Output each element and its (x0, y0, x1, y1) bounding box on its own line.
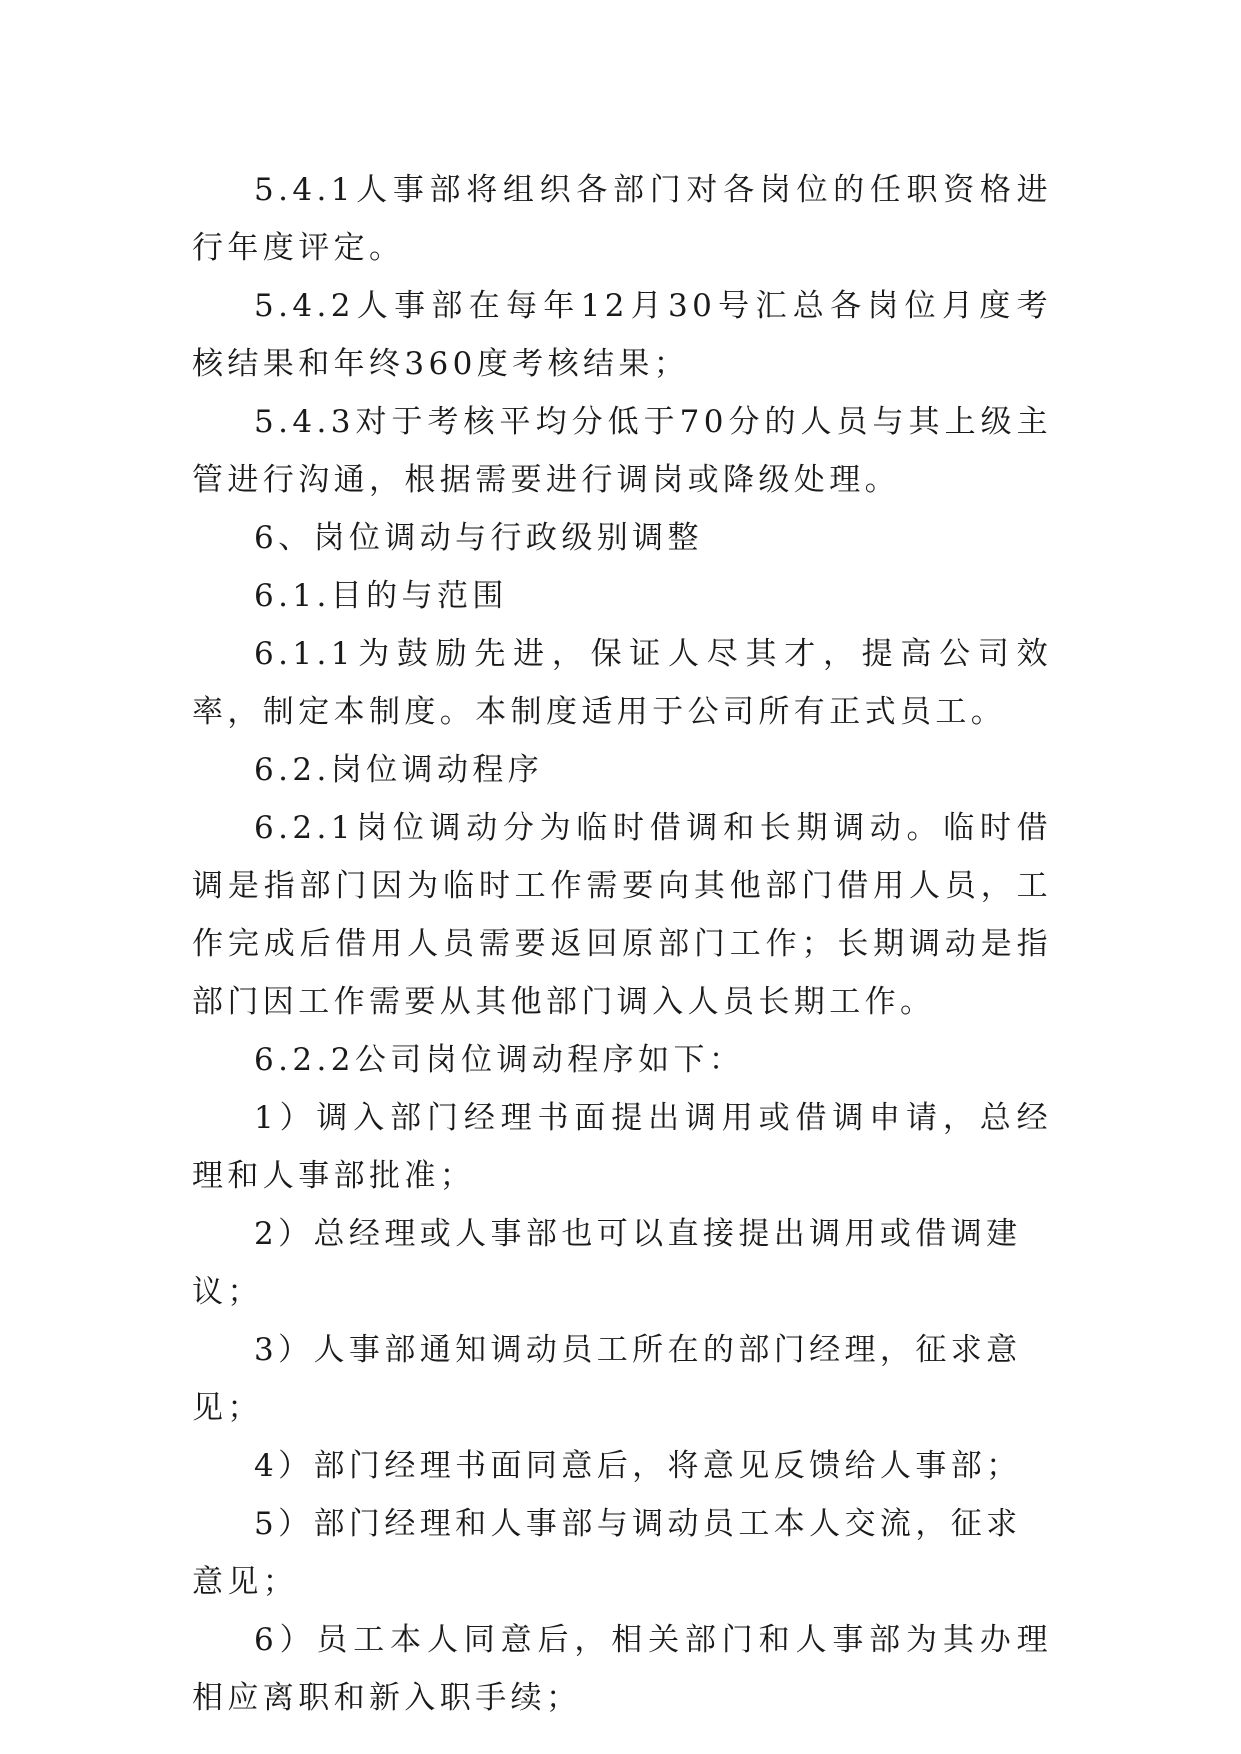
list-item-4: 4）部门经理书面同意后，将意见反馈给人事部； (254, 1448, 1022, 1484)
paragraph-6-2-1: 6.2.1岗位调动分为临时借调和长期调动。临时借调是指部门因为临时工作需要向其他部门借用人员，工作完成后借用人员需要返回原部门工作；长期调动是指部门因工作需要从其他部门调入人员长期工作。 (192, 810, 1052, 1020)
list-item-2: 2）总经理或人事部也可以直接提出调用或借调建议； (192, 1216, 1022, 1310)
subsection-heading-6-2: 6.2.岗位调动程序 (254, 752, 544, 788)
list-item-5: 5）部门经理和人事部与调动员工本人交流，征求意见； (192, 1506, 1022, 1600)
paragraph-5-4-1: 5.4.1人事部将组织各部门对各岗位的任职资格进行年度评定。 (192, 172, 1052, 266)
list-item-3: 3）人事部通知调动员工所在的部门经理，征求意见； (192, 1332, 1022, 1426)
section-heading-6: 6、岗位调动与行政级别调整 (254, 520, 703, 556)
paragraph-5-4-3: 5.4.3对于考核平均分低于70分的人员与其上级主管进行沟通，根据需要进行调岗或降级处理。 (192, 404, 1052, 498)
paragraph-6-1-1: 6.1.1为鼓励先进，保证人尽其才，提高公司效率，制定本制度。本制度适用于公司所有正式员工。 (192, 636, 1052, 730)
list-item-1: 1）调入部门经理书面提出调用或借调申请，总经理和人事部批准； (192, 1100, 1052, 1194)
paragraph-5-4-2: 5.4.2人事部在每年12月30号汇总各岗位月度考核结果和年终360度考核结果； (192, 288, 1052, 382)
paragraph-6-2-2: 6.2.2公司岗位调动程序如下： (254, 1042, 745, 1078)
list-item-6: 6）员工本人同意后，相关部门和人事部为其办理相应离职和新入职手续； (192, 1622, 1052, 1716)
subsection-heading-6-1: 6.1.目的与范围 (254, 578, 508, 614)
document-body (192, 161, 1052, 1727)
